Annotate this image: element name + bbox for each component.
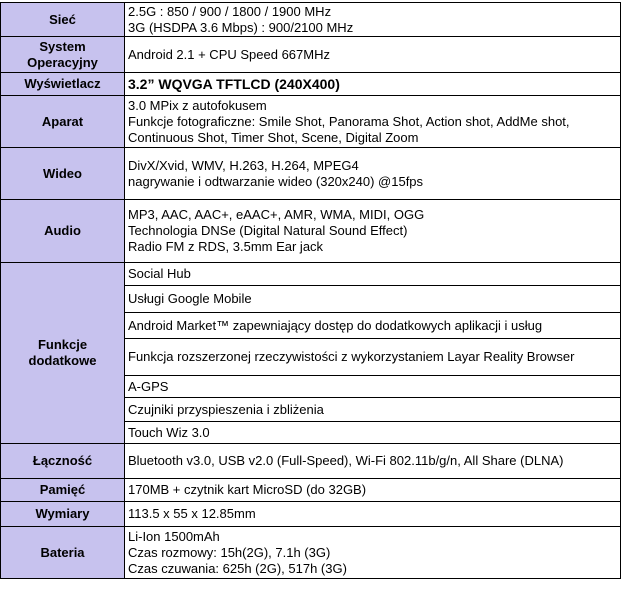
spec-label: Wyświetlacz — [1, 73, 125, 96]
spec-value-line: Android 2.1 + CPU Speed 667MHz — [128, 46, 330, 62]
spec-value-line: 3.2” WQVGA TFTLCD (240X400) — [128, 76, 340, 92]
spec-value — [125, 73, 621, 96]
spec-value-item: Usługi Google Mobile — [125, 286, 621, 313]
spec-value-line: 3G (HSDPA 3.6 Mbps) : 900/2100 MHz — [128, 19, 354, 35]
spec-row-connectivity — [1, 444, 621, 479]
spec-label: Wymiary — [1, 502, 125, 527]
spec-value-line: nagrywanie i odtwarzanie wideo (320x240) @15fps — [128, 173, 424, 189]
spec-label: Pamięć — [1, 479, 125, 502]
spec-value-item: Android Market™ zapewniający dostęp do dodatkowych aplikacji i usług — [125, 313, 621, 339]
spec-value — [125, 148, 621, 200]
spec-value-line: Bluetooth v3.0, USB v2.0 (Full-Speed), Wi-Fi 802.11b/g/n, All Share (DLNA) — [128, 453, 564, 468]
spec-table — [0, 2, 621, 579]
spec-row-os — [1, 37, 621, 73]
spec-value-line: Czas czuwania: 625h (2G), 517h (3G) — [128, 560, 347, 576]
spec-row-battery — [1, 527, 621, 579]
spec-value — [125, 96, 621, 148]
spec-value-line: 113.5 x 55 x 12.85mm — [128, 506, 256, 521]
spec-value-item: Social Hub — [125, 263, 621, 286]
spec-value-item: Touch Wiz 3.0 — [125, 422, 621, 444]
spec-value-line: MP3, AAC, AAC+, eAAC+, AMR, WMA, MIDI, OGG — [128, 207, 425, 222]
spec-value — [125, 479, 621, 502]
spec-value — [125, 527, 621, 579]
spec-value-line: 3.0 MPix z autofokusem — [128, 97, 267, 113]
spec-label: Bateria — [1, 527, 125, 579]
spec-label: Aparat — [1, 96, 125, 148]
spec-label: Funkcje dodatkowe — [1, 263, 125, 444]
spec-value-line: 170MB + czytnik kart MicroSD (do 32GB) — [128, 482, 367, 497]
spec-value-line: Funkcje fotograficzne: Smile Shot, Panorama Shot, Action shot, AddMe shot, Continuous Shot, Timer Shot, Scene, Digital Zoom — [128, 113, 570, 145]
spec-row-extras — [1, 263, 621, 286]
spec-value-line: 2.5G : 850 / 900 / 1800 / 1900 MHz — [128, 3, 332, 19]
spec-value-item: A-GPS — [125, 376, 621, 398]
spec-row-video — [1, 148, 621, 200]
spec-row-dimensions — [1, 502, 621, 527]
spec-label: Łączność — [1, 444, 125, 479]
spec-value-line: Czas rozmowy: 15h(2G), 7.1h (3G) — [128, 544, 331, 560]
spec-row-display — [1, 73, 621, 96]
spec-value-line: Radio FM z RDS, 3.5mm Ear jack — [128, 239, 324, 254]
spec-label: System Operacyjny — [1, 37, 125, 73]
spec-value-line: Technologia DNSe (Digital Natural Sound Effect) — [128, 223, 408, 238]
spec-value — [125, 444, 621, 479]
spec-label: Sieć — [1, 3, 125, 37]
spec-row-audio — [1, 200, 621, 263]
spec-value-line: Li-Ion 1500mAh — [128, 528, 220, 544]
spec-row-memory — [1, 479, 621, 502]
spec-value — [125, 37, 621, 73]
spec-value — [125, 502, 621, 527]
spec-value — [125, 3, 621, 37]
spec-label: Wideo — [1, 148, 125, 200]
spec-row-camera — [1, 96, 621, 148]
spec-row-network — [1, 3, 621, 37]
spec-label: Audio — [1, 200, 125, 263]
spec-value-item: Czujniki przyspieszenia i zbliżenia — [125, 398, 621, 422]
spec-value — [125, 200, 621, 263]
spec-value-line: DivX/Xvid, WMV, H.263, H.264, MPEG4 — [128, 157, 359, 173]
spec-value-item: Funkcja rozszerzonej rzeczywistości z wykorzystaniem Layar Reality Browser — [125, 339, 621, 376]
